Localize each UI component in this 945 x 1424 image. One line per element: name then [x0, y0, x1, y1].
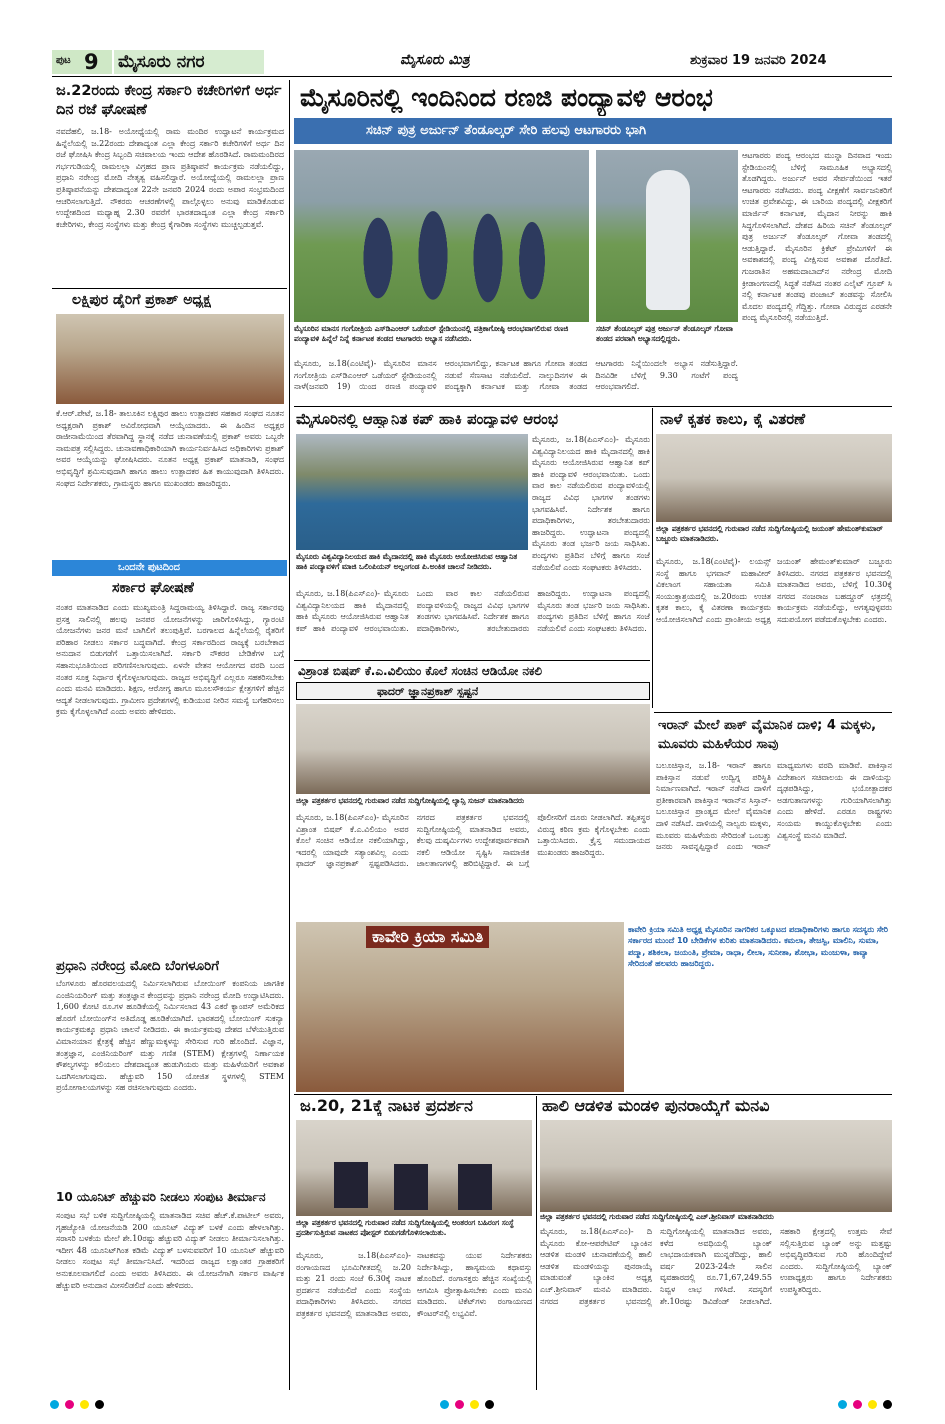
rule — [294, 406, 892, 407]
milk-headline: ಹಾಲಿ ಆಡಳಿತ ಮಂಡಳಿ ಪುನರಾಯ್ಕೆಗೆ ಮನವಿ — [542, 1096, 770, 1115]
dairy-body: ಕೆ.ಆರ್.ಪೇಟೆ, ಜ.18- ತಾಲೂಕಿನ ಲಕ್ಷ್ಮಿಪುರ ಹಾಲು ಉತ್ಪಾದಕರ ಸಹಕಾರ ಸಂಘದ ನೂತನ ಅಧ್ಯಕ್ಷರಾಗಿ ಪ್ರಕಾಶ್ ಅವಿರೋಧವಾಗಿ ಆಯ್ಕೆಯಾದರು. ಈ ಹಿಂದಿನ ಅಧ್ಯಕ್ಷರ ರಾಜೀನಾಮೆಯಿಂದ ತೆರವಾಗಿದ್ದ ಸ್ಥಾನಕ್ಕೆ ನಡೆದ ಚುನಾವಣೆಯಲ್ಲಿ ಪ್ರಕಾಶ್ ಅವರು ಒಬ್ಬರೇ ನಾಮಪತ್ರ ಸಲ್ಲಿಸಿದ್ದರು. ಚುನಾವಣಾಧಿಕಾರಿಯಾಗಿ ಕಾರ್ಯನಿರ್ವಹಿಸಿದ ಅಧಿಕಾರಿಗಳು ಪ್ರಕಾಶ್ ಅವರ ಆಯ್ಕೆಯನ್ನು ಘೋಷಿಸಿದರು. ನೂತನ ಅಧ್ಯಕ್ಷ ಪ್ರಕಾಶ್ ಮಾತನಾಡಿ, ಸಂಘದ ಅಭಿವೃದ್ಧಿಗೆ ಶ್ರಮಿಸುವುದಾಗಿ ಹಾಗೂ ಹಾಲು ಉತ್ಪಾದಕರ ಹಿತ ಕಾಯುವುದಾಗಿ ತಿಳಿಸಿದರು. ಸಂಘದ ನಿರ್ದೇಶಕರು, ಗ್ರಾಮಸ್ಥರು ಹಾಗೂ ಮುಖಂಡರು ಹಾಜರಿದ್ದರು. — [56, 409, 284, 488]
milk-caption: ಜಿಲ್ಲಾ ಪತ್ರಕರ್ತರ ಭವನದಲ್ಲಿ ಗುರುವಾರ ನಡೆದ ಸುದ್ದಿಗೋಷ್ಠಿಯಲ್ಲಿ ಎಚ್.ಶ್ರೀನಿವಾಸ್ ಮಾತನಾಡಿದರು — [540, 1212, 774, 1221]
issue-date: ಶುಕ್ರವಾರ 19 ಜನವರಿ 2024 — [690, 53, 827, 68]
rule — [294, 1094, 892, 1095]
milk-photo — [540, 1120, 892, 1212]
kaveri-photo — [296, 922, 624, 1092]
audio-subhead-band — [296, 682, 650, 700]
iran-headline: ಇರಾನ್ ಮೇಲೆ ಪಾಕ್ ವೈಮಾನಿಕ ದಾಳಿ; 4 ಮಕ್ಕಳು, ಮೂವರು ಮಹಿಳೆಯರ ಸಾವು — [658, 718, 877, 752]
lead-headline: ಮೈಸೂರಿನಲ್ಲಿ ಇಂದಿನಿಂದ ರಣಜಿ ಪಂದ್ಯಾವಳಿ ಆರಂಭ — [300, 83, 713, 112]
continued-label: ಒಂದನೇ ಪುಟದಿಂದ — [118, 562, 180, 573]
kaveri-banner: ಕಾವೇರಿ ಕ್ರಿಯಾ ಸಮಿತಿ — [366, 926, 489, 948]
audio-headline: ವಿಶ್ರಾಂತ ಬಿಷಪ್ ಕೆ.ಎ.ವಿಲಿಯಂ ಕೊಲೆ ಸಂಚಿನ ಆಡಿಯೋ ನಕಲಿ — [298, 664, 543, 678]
drama-headline: ಜ.20, 21ಕ್ಕೆ ನಾಟಕ ಪ್ರದರ್ಶನ — [300, 1096, 473, 1115]
units-body: ಸಂಪುಟ ಸಭೆ ಬಳಿಕ ಸುದ್ದಿಗೋಷ್ಠಿಯಲ್ಲಿ ಮಾತನಾಡಿದ ಸಚಿವ ಹೆಚ್.ಕೆ.ಪಾಟೀಲ್ ಅವರು, ಗೃಹಜ್ಯೋತಿ ಯೋಜನೆಯಡಿ 200 ಯೂನಿಟ್ ವಿದ್ಯುತ್ ಬಳಕೆ ಎಂದು ಹೇಳಲಾಗಿತ್ತು. ಸರಾಸರಿ ಬಳಕೆಯ ಮೇಲೆ ಶೇ.10ರಷ್ಟು ಹೆಚ್ಚುವರಿ ವಿದ್ಯುತ್ ನೀಡಲು ತೀರ್ಮಾನಿಸಲಾಗಿತ್ತು. ಇದೀಗ 48 ಯೂನಿಟ್‌ಗಿಂತ ಕಡಿಮೆ ವಿದ್ಯುತ್ ಬಳಸುವವರಿಗೆ 10 ಯೂನಿಟ್ ಹೆಚ್ಚುವರಿ ನೀಡಲು ಸಂಪುಟ ಸಭೆ ತೀರ್ಮಾನಿಸಿದೆ. ಇದರಿಂದ ರಾಜ್ಯದ ಲಕ್ಷಾಂತರ ಗ್ರಾಹಕರಿಗೆ ಅನುಕೂಲವಾಗಲಿದೆ ಎಂದು ಅವರು ತಿಳಿಸಿದರು. ಈ ಯೋಜನೆಗಾಗಿ ಸರ್ಕಾರ ವಾರ್ಷಿಕ ಹೆಚ್ಚುವರಿ ಅನುದಾನ ಮೀಸಲಿಡಲಿದೆ ಎಂದು ಹೇಳಿದರು. — [56, 1211, 284, 1290]
milk-body: ಮೈಸೂರು, ಜ.18(ಪಿಎಸ್‌ಎಂ)- ದಿ ಮೈಸೂರು ಕೋ-ಆಪರೇಟಿವ್ ಬ್ಯಾಂಕಿನ ಆಡಳಿತ ಮಂಡಳಿ ಚುನಾವಣೆಯಲ್ಲಿ ಹಾಲಿ ಆಡಳಿತ ಮಂಡಳಿಯನ್ನು ಪುನರಾಯ್ಕೆ ಮಾಡುವಂತೆ ಬ್ಯಾಂಕಿನ ಅಧ್ಯಕ್ಷ ಎಚ್.ಶ್ರೀನಿವಾಸ್ ಮನವಿ ಮಾಡಿದರು. ನಗರದ ಪತ್ರಕರ್ತರ ಭವನದಲ್ಲಿ ಸುದ್ದಿಗೋಷ್ಠಿಯಲ್ಲಿ ಮಾತನಾಡಿದ ಅವರು, ಕಳೆದ ಅವಧಿಯಲ್ಲಿ ಬ್ಯಾಂಕ್ ಲಾಭದಾಯಕವಾಗಿ ಮುನ್ನಡೆದಿದ್ದು, ಹಾಲಿ ವರ್ಷ 2023-24ನೇ ಸಾಲಿನ ವ್ಯವಹಾರದಲ್ಲಿ ರೂ.71,67,249.55 ನಿವ್ವಳ ಲಾಭ ಗಳಿಸಿದೆ. ಸದಸ್ಯರಿಗೆ ಶೇ.10ರಷ್ಟು ಡಿವಿಡೆಂಡ್ ನೀಡಲಾಗಿದೆ. ಸಹಕಾರಿ ಕ್ಷೇತ್ರದಲ್ಲಿ ಉತ್ತಮ ಸೇವೆ ಸಲ್ಲಿಸುತ್ತಿರುವ ಬ್ಯಾಂಕ್ ಅನ್ನು ಮತ್ತಷ್ಟು ಅಭಿವೃದ್ಧಿಪಡಿಸುವ ಗುರಿ ಹೊಂದಿದ್ದೇವೆ ಎಂದರು. ಸುದ್ದಿಗೋಷ್ಠಿಯಲ್ಲಿ ಬ್ಯಾಂಕ್ ಉಪಾಧ್ಯಕ್ಷರು ಹಾಗೂ ನಿರ್ದೇಶಕರು ಉಪಸ್ಥಿತರಿದ್ದರು. — [540, 1227, 892, 1306]
page-number: 9 — [84, 50, 99, 74]
hockey-body-side: ಮೈಸೂರು, ಜ.18(ಪಿಎಸ್‌ಎಂ)- ಮೈಸೂರು ವಿಶ್ವವಿದ್ಯಾನಿಲಯದ ಹಾಕಿ ಮೈದಾನದಲ್ಲಿ ಹಾಕಿ ಮೈಸೂರು ಆಯೋಜಿಸಿರುವ ಆಹ್ವಾನಿತ ಕಪ್ ಹಾಕಿ ಪಂದ್ಯಾವಳಿ ಆರಂಭವಾಯಿತು. ಒಂದು ವಾರ ಕಾಲ ನಡೆಯಲಿರುವ ಪಂದ್ಯಾವಳಿಯಲ್ಲಿ ರಾಜ್ಯದ ವಿವಿಧ ಭಾಗಗಳ ತಂಡಗಳು ಭಾಗವಹಿಸಿವೆ. ನಿರ್ದೇಶಕ ಹಾಗೂ ಪದಾಧಿಕಾರಿಗಳು, ತರಬೇತುದಾರರು ಹಾಜರಿದ್ದರು. ಉದ್ಘಾಟನಾ ಪಂದ್ಯದಲ್ಲಿ ಮೈಸೂರು ತಂಡ ಭರ್ಜರಿ ಜಯ ಸಾಧಿಸಿತು. ಪಂದ್ಯಗಳು ಪ್ರತಿದಿನ ಬೆಳಿಗ್ಗೆ ಹಾಗೂ ಸಂಜೆ ನಡೆಯಲಿವೆ ಎಂದು ಸಂಘಟಕರು ತಿಳಿಸಿದರು. — [532, 435, 650, 572]
hockey-headline: ಮೈಸೂರಿನಲ್ಲಿ ಆಹ್ವಾನಿತ ಕಪ್ ಹಾಕಿ ಪಂದ್ಯಾವಳಿ ಆರಂಭ — [296, 410, 559, 428]
modi-body: ಬೆಂಗಳೂರು ಹೊರವಲಯದಲ್ಲಿ ನಿರ್ಮಿಸಲಾಗಿರುವ ಬೋಯಿಂಗ್ ಕಂಪನಿಯ ಜಾಗತಿಕ ಎಂಜಿನಿಯರಿಂಗ್ ಮತ್ತು ತಂತ್ರಜ್ಞಾನ ಕೇಂದ್ರವನ್ನು ಪ್ರಧಾನಿ ನರೇಂದ್ರ ಮೋದಿ ಉದ್ಘಾಟಿಸಿದರು. 1,600 ಕೋಟಿ ರೂ.ಗಳ ಹೂಡಿಕೆಯಲ್ಲಿ ನಿರ್ಮಿಸಲಾದ 43 ಎಕರೆ ಕ್ಯಾಂಪಸ್ ಅಮೆರಿಕದ ಹೊರಗೆ ಬೋಯಿಂಗ್‌ನ ಅತಿದೊಡ್ಡ ಹೂಡಿಕೆಯಾಗಿದೆ. ಭಾರತದಲ್ಲಿ ಬೋಯಿಂಗ್ ಸುಕನ್ಯಾ ಕಾರ್ಯಕ್ರಮಕ್ಕೂ ಪ್ರಧಾನಿ ಚಾಲನೆ ನೀಡಿದರು. ಈ ಕಾರ್ಯಕ್ರಮವು ದೇಶದ ಬೆಳೆಯುತ್ತಿರುವ ವಿಮಾನಯಾನ ಕ್ಷೇತ್ರಕ್ಕೆ ಹೆಚ್ಚಿನ ಹೆಣ್ಣುಮಕ್ಕಳನ್ನು ಸೇರಿಸುವ ಗುರಿ ಹೊಂದಿದೆ. ವಿಜ್ಞಾನ, ತಂತ್ರಜ್ಞಾನ, ಎಂಜಿನಿಯರಿಂಗ್ ಮತ್ತು ಗಣಿತ (STEM) ಕ್ಷೇತ್ರಗಳಲ್ಲಿ ನಿರ್ಣಾಯಕ ಕೌಶಲ್ಯಗಳನ್ನು ಕಲಿಯಲು ದೇಶದಾದ್ಯಂತ ಹುಡುಗಿಯರು ಮತ್ತು ಮಹಿಳೆಯರಿಗೆ ಅವಕಾಶ ಒದಗಿಸಲಾಗುವುದು. ಹೆಚ್ಚುವರಿ 150 ಯೋಜಿತ ಸ್ಥಳಗಳಲ್ಲಿ STEM ಪ್ರಯೋಗಾಲಯಗಳನ್ನು ಸಹ ರಚಿಸಲಾಗುವುದು ಎಂದರು. — [56, 979, 284, 1093]
players-group — [334, 180, 554, 310]
page-number-box — [52, 50, 112, 74]
iran-body: ಬಲೂಚಿಸ್ತಾನ, ಜ.18- ಇರಾನ್ ಹಾಗೂ ಪಾಕಿಸ್ತಾನ ನಡುವೆ ಉದ್ವಿಗ್ನ ಪರಿಸ್ಥಿತಿ ನಿರ್ಮಾಣವಾಗಿದೆ. ಇರಾನ್ ನಡೆಸಿದ ದಾಳಿಗೆ ಪ್ರತೀಕಾರವಾಗಿ ಪಾಕಿಸ್ತಾನ ಇರಾನ್‌ನ ಸಿಸ್ತಾನ್-ಬಲೂಚಿಸ್ತಾನ ಪ್ರಾಂತ್ಯದ ಮೇಲೆ ವೈಮಾನಿಕ ದಾಳಿ ನಡೆಸಿದೆ. ದಾಳಿಯಲ್ಲಿ ನಾಲ್ವರು ಮಕ್ಕಳು, ಮೂವರು ಮಹಿಳೆಯರು ಸೇರಿದಂತೆ ಒಂಬತ್ತು ಜನರು ಸಾವನ್ನಪ್ಪಿದ್ದಾರೆ ಎಂದು ಇರಾನ್ ಮಾಧ್ಯಮಗಳು ವರದಿ ಮಾಡಿವೆ. ಪಾಕಿಸ್ತಾನ ವಿದೇಶಾಂಗ ಸಚಿವಾಲಯ ಈ ದಾಳಿಯನ್ನು ದೃಢಪಡಿಸಿದ್ದು, ಭಯೋತ್ಪಾದಕರ ಅಡಗುತಾಣಗಳನ್ನು ಗುರಿಯಾಗಿಸಲಾಗಿತ್ತು ಎಂದು ಹೇಳಿದೆ. ಎರಡೂ ರಾಷ್ಟ್ರಗಳು ಸಂಯಮ ಕಾಯ್ದುಕೊಳ್ಳಬೇಕು ಎಂದು ವಿಶ್ವಸಂಸ್ಥೆ ಮನವಿ ಮಾಡಿದೆ. — [656, 761, 892, 852]
lead-photo-arjun — [596, 150, 738, 322]
drama-body: ಮೈಸೂರು, ಜ.18(ಪಿಎಸ್‌ಎಂ)- ರಂಗಾಯಣದ ಭೂಮಿಗೀತದಲ್ಲಿ ಜ.20 ಮತ್ತು 21 ರಂದು ಸಂಜೆ 6.30ಕ್ಕೆ ನಾಟಕ ಪ್ರದರ್ಶನ ನಡೆಯಲಿದೆ ಎಂದು ಸಂಸ್ಥೆಯ ಪದಾಧಿಕಾರಿಗಳು ತಿಳಿಸಿದರು. ನಗರದ ಪತ್ರಕರ್ತರ ಭವನದಲ್ಲಿ ಮಾತನಾಡಿದ ಅವರು, ನಾಟಕವನ್ನು ಯುವ ನಿರ್ದೇಶಕರು ನಿರ್ದೇಶಿಸಿದ್ದು, ಹಾಸ್ಯಮಯ ಕಥಾವಸ್ತು ಹೊಂದಿದೆ. ರಂಗಾಸಕ್ತರು ಹೆಚ್ಚಿನ ಸಂಖ್ಯೆಯಲ್ಲಿ ಆಗಮಿಸಿ ಪ್ರೋತ್ಸಾಹಿಸಬೇಕು ಎಂದು ಮನವಿ ಮಾಡಿದರು. ಟಿಕೆಟ್‌ಗಳು ರಂಗಾಯಣದ ಕೌಂಟರ್‌ನಲ್ಲಿ ಲಭ್ಯವಿವೆ. — [296, 1251, 532, 1318]
column-divider — [652, 408, 653, 708]
column-divider — [536, 1096, 537, 1390]
drama-photo — [296, 1120, 532, 1216]
arjun-figure — [646, 170, 690, 310]
continued-band — [52, 560, 287, 576]
poster — [394, 1164, 428, 1210]
announce-headline: ಸರ್ಕಾರ ಘೋಷಣೆ — [112, 580, 194, 596]
masthead — [0, 0, 945, 76]
limbs-photo — [656, 434, 892, 522]
color-registration-marks-right — [838, 1400, 892, 1409]
audio-photo — [296, 704, 650, 794]
leftop-body: ನವದೆಹಲಿ, ಜ.18- ಅಯೋಧ್ಯೆಯಲ್ಲಿ ರಾಮ ಮಂದಿರ ಉದ್ಘಾಟನೆ ಕಾರ್ಯಕ್ರಮದ ಹಿನ್ನೆಲೆಯಲ್ಲಿ ಜ.22ರಂದು ದೇಶಾದ್ಯಂತ ಎಲ್ಲಾ ಕೇಂದ್ರ ಸರ್ಕಾರಿ ಕಚೇರಿಗಳಿಗೆ ಅರ್ಧ ದಿನ ರಜೆ ಘೋಷಿಸಿ ಕೇಂದ್ರ ಸಿಬ್ಬಂದಿ ಸಚಿವಾಲಯ ಇಂದು ಆದೇಶ ಹೊರಡಿಸಿದೆ. ರಾಮಮಂದಿರದ ಗರ್ಭಗುಡಿಯಲ್ಲಿ ರಾಮಲಲ್ಲಾ ವಿಗ್ರಹದ ಪ್ರಾಣ ಪ್ರತಿಷ್ಠಾಪನೆ ಕಾರ್ಯಕ್ರಮ ನಡೆಯಲಿದ್ದು, ಪ್ರಧಾನಿ ನರೇಂದ್ರ ಮೋದಿ ನೇತೃತ್ವ ವಹಿಸಲಿದ್ದಾರೆ. ಅಯೋಧ್ಯೆಯಲ್ಲಿ ರಾಮಲಲ್ಲಾ ಪ್ರಾಣ ಪ್ರತಿಷ್ಠಾಪನೆಯನ್ನು ದೇಶದಾದ್ಯಂತ 22ನೇ ಜನವರಿ 2024 ರಂದು ಅಪಾರ ಸಂಭ್ರಮದಿಂದ ಆಚರಿಸಲಾಗುತ್ತಿದೆ. ನೌಕರರು ಆಚರಣೆಗಳಲ್ಲಿ ಪಾಲ್ಗೊಳ್ಳಲು ಅನುವು ಮಾಡಿಕೊಡುವ ಉದ್ದೇಶದಿಂದ ಮಧ್ಯಾಹ್ನ 2.30 ರವರೆಗೆ ಭಾರತದಾದ್ಯಂತ ಎಲ್ಲಾ ಕೇಂದ್ರ ಸರ್ಕಾರಿ ಕಚೇರಿಗಳು, ಕೇಂದ್ರ ಸಂಸ್ಥೆಗಳು ಮತ್ತು ಕೇಂದ್ರ ಕೈಗಾರಿಕಾ ಸಂಸ್ಥೆಗಳು ಮುಚ್ಚಲ್ಪಡುತ್ತವೆ. — [56, 127, 284, 229]
column-divider — [289, 80, 290, 1390]
color-registration-marks-center — [440, 1400, 494, 1409]
limbs-caption: ಜಿಲ್ಲಾ ಪತ್ರಕರ್ತರ ಭವನದಲ್ಲಿ ಗುರುವಾರ ನಡೆದ ಸುದ್ದಿಗೋಷ್ಠಿಯಲ್ಲಿ ಜಯಂತ್ ಹೇಮಂತ್‌ಕುಮಾರ್ ಬಜ್ಜೂರು ಮಾತನಾಡಿದರು. — [656, 524, 883, 543]
lead-photo-main — [294, 150, 589, 322]
rule — [52, 288, 287, 289]
masthead-rule — [52, 76, 892, 77]
poster — [334, 1162, 368, 1208]
dairy-headline: ಲಕ್ಷ್ಮಿಪುರ ಡೈರಿಗೆ ಪ್ರಕಾಶ್ ಅಧ್ಯಕ್ಷ — [72, 292, 211, 308]
audio-body: ಮೈಸೂರು, ಜ.18(ಪಿಎಸ್‌ಎಂ)- ಮೈಸೂರಿನ ವಿಶ್ರಾಂತ ಬಿಷಪ್ ಕೆ.ಎ.ವಿಲಿಯಂ ಅವರ ಕೊಲೆ ಸಂಚಿನ ಆಡಿಯೋ ನಕಲಿಯಾಗಿದ್ದು, ಇದರಲ್ಲಿ ಯಾವುದೇ ಸತ್ಯಾಂಶವಿಲ್ಲ ಎಂದು ಫಾದರ್ ಜ್ಞಾನಪ್ರಕಾಶ್ ಸ್ಪಷ್ಟಪಡಿಸಿದರು. ನಗರದ ಪತ್ರಕರ್ತರ ಭವನದಲ್ಲಿ ಸುದ್ದಿಗೋಷ್ಠಿಯಲ್ಲಿ ಮಾತನಾಡಿದ ಅವರು, ಕೆಲವು ದುಷ್ಕರ್ಮಿಗಳು ಉದ್ದೇಶಪೂರ್ವಕವಾಗಿ ನಕಲಿ ಆಡಿಯೋ ಸೃಷ್ಟಿಸಿ ಸಾಮಾಜಿಕ ಜಾಲತಾಣಗಳಲ್ಲಿ ಹರಿಬಿಟ್ಟಿದ್ದಾರೆ. ಈ ಬಗ್ಗೆ ಪೊಲೀಸರಿಗೆ ದೂರು ನೀಡಲಾಗಿದೆ. ತಪ್ಪಿತಸ್ಥರ ವಿರುದ್ಧ ಕಠಿಣ ಕ್ರಮ ಕೈಗೊಳ್ಳಬೇಕು ಎಂದು ಒತ್ತಾಯಿಸಿದರು. ಕ್ರೈಸ್ತ ಸಮುದಾಯದ ಮುಖಂಡರು ಹಾಜರಿದ್ದರು. — [296, 813, 650, 869]
modi-headline: ಪ್ರಧಾನಿ ನರೇಂದ್ರ ಮೋದಿ ಬೆಂಗಳೂರಿಗೆ — [56, 958, 220, 974]
lead-caption-2: ಸಚಿನ್ ತೆಂಡೂಲ್ಕರ್ ಪುತ್ರ ಅರ್ಜುನ್ ತೆಂಡೂಲ್ಕರ್ ಗೋವಾ ತಂಡದ ಪರವಾಗಿ ಅಭ್ಯಾಸದಲ್ಲಿದ್ದರು. — [596, 324, 733, 343]
color-registration-marks-left — [50, 1400, 104, 1409]
rule — [654, 712, 892, 713]
hockey-body: ಮೈಸೂರು, ಜ.18(ಪಿಎಸ್‌ಎಂ)- ಮೈಸೂರು ವಿಶ್ವವಿದ್ಯಾನಿಲಯದ ಹಾಕಿ ಮೈದಾನದಲ್ಲಿ ಹಾಕಿ ಮೈಸೂರು ಆಯೋಜಿಸಿರುವ ಆಹ್ವಾನಿತ ಕಪ್ ಹಾಕಿ ಪಂದ್ಯಾವಳಿ ಆರಂಭವಾಯಿತು. ಒಂದು ವಾರ ಕಾಲ ನಡೆಯಲಿರುವ ಪಂದ್ಯಾವಳಿಯಲ್ಲಿ ರಾಜ್ಯದ ವಿವಿಧ ಭಾಗಗಳ ತಂಡಗಳು ಭಾಗವಹಿಸಿವೆ. ನಿರ್ದೇಶಕ ಹಾಗೂ ಪದಾಧಿಕಾರಿಗಳು, ತರಬೇತುದಾರರು ಹಾಜರಿದ್ದರು. ಉದ್ಘಾಟನಾ ಪಂದ್ಯದಲ್ಲಿ ಮೈಸೂರು ತಂಡ ಭರ್ಜರಿ ಜಯ ಸಾಧಿಸಿತು. ಪಂದ್ಯಗಳು ಪ್ರತಿದಿನ ಬೆಳಿಗ್ಗೆ ಹಾಗೂ ಸಂಜೆ ನಡೆಯಲಿವೆ ಎಂದು ಸಂಘಟಕರು ತಿಳಿಸಿದರು. — [296, 589, 650, 633]
section-title: ಮೈಸೂರು ನಗರ — [114, 50, 264, 74]
lead-body-left: ಮೈಸೂರು, ಜ.18(ಎಂಟಿವೈ)- ಮೈಸೂರಿನ ಮಾನಸ ಗಂಗೋತ್ರಿಯ ಎಸ್‌ಡಿಎಂಆರ್ ಒಡೆಯರ್ ಸ್ಟೇಡಿಯಂನಲ್ಲಿ ನಾಳೆ(ಜನವರಿ 19) ಯಿಂದ ರಣಜಿ ಪಂದ್ಯಾವಳಿ ಆರಂಭವಾಗಲಿದ್ದು, ಕರ್ನಾಟಕ ಹಾಗೂ ಗೋವಾ ತಂಡದ ನಡುವೆ ಸೆಣಸಾಟ ನಡೆಯಲಿದೆ. ನಾಲ್ಕುದಿನಗಳ ಈ ಪಂದ್ಯಕ್ಕಾಗಿ ಕರ್ನಾಟಕ ಮತ್ತು ಗೋವಾ ತಂಡದ ಆಟಗಾರರು ನಿನ್ನೆಯಿಂದಲೇ ಅಭ್ಯಾಸ ನಡೆಸುತ್ತಿದ್ದಾರೆ. ದಿನವಿಡೀ ಬೆಳಿಗ್ಗೆ 9.30 ಗಂಟೆಗೆ ಪಂದ್ಯ ಆರಂಭವಾಗಲಿದೆ. — [294, 359, 738, 392]
rule — [294, 660, 650, 661]
lead-body-right: ಆಟಗಾರರು ಪಂದ್ಯ ಆರಂಭದ ಮುನ್ನಾ ದಿನವಾದ ಇಂದು ಸ್ಟೇಡಿಯಂನಲ್ಲಿ ಬೆಳಿಗ್ಗೆ ಸಾಮೂಹಿಕ ಅಭ್ಯಾಸದಲ್ಲಿ ತೊಡಗಿದ್ದರು. ಅರ್ಜುನ್ ಅವರ ಸೇರ್ಪಡೆಯಿಂದ ಇತರೆ ಆಟಗಾರರು ನಡೆಸಿದರು. ಪಂದ್ಯ ವೀಕ್ಷಣೆಗೆ ಸಾರ್ವಜನಿಕರಿಗೆ ಉಚಿತ ಪ್ರವೇಶವಿದ್ದು, ಈ ಬಾರಿಯ ಪಂದ್ಯದಲ್ಲಿ ವೀಕ್ಷಕರಿಗೆ ಮಾರ್ಜಿನ್ ಕರ್ನಾಟಕ, ಮೈದಾನ ನೀರನ್ನು ಹಾಕಿ ಸಿದ್ಧಗೊಳಿಸಲಾಗಿದೆ. ದೇಶದ ಹಿರಿಯ ಸಚಿನ್ ತೆಂಡೂಲ್ಕರ್ ಪುತ್ರ ಅರ್ಜುನ್ ತೆಂಡೂಲ್ಕರ್ ಗೋವಾ ತಂಡದಲ್ಲಿ ಆಡುತ್ತಿದ್ದಾರೆ. ಮೈಸೂರಿನ ಕ್ರಿಕೆಟ್ ಪ್ರೇಮಿಗಳಿಗೆ ಈ ಅವಕಾಶದಲ್ಲಿ ಪಂದ್ಯ ವೀಕ್ಷಿಸುವ ಅವಕಾಶ ದೊರೆತಿದೆ. ಗುಜರಾತಿನ ಅಹಮದಾಬಾದ್‌ನ ನರೇಂದ್ರ ಮೋದಿ ಕ್ರೀಡಾಂಗಣದಲ್ಲಿ ಸಿದ್ಧತೆ ನಡೆಸಿದ ನಂತರ ಎಲೈಟ್ ಗ್ರೂಪ್ ಸಿ ನಲ್ಲಿ ಕರ್ನಾಟಕ ತಂಡವು ಪಂಜಾಬ್ ತಂಡವನ್ನು ಸೋಲಿಸಿ ಮೊದಲ ಪಂದ್ಯದಲ್ಲಿ ಗೆದ್ದಿತ್ತು. ಗೋವಾ ವಿರುದ್ಧದ ಎರಡನೇ ಪಂದ್ಯ ಮೈಸೂರಿನಲ್ಲಿ ನಡೆಯುತ್ತಿದೆ. — [742, 151, 892, 323]
left-column — [52, 80, 287, 1390]
hockey-caption: ಮೈಸೂರು ವಿಶ್ವವಿದ್ಯಾನಿಲಯದ ಹಾಕಿ ಮೈದಾನದಲ್ಲಿ ಹಾಕಿ ಮೈಸೂರು ಆಯೋಜಿಸಿರುವ ಆಹ್ವಾನಿತ ಹಾಕಿ ಪಂದ್ಯಾವಳಿಗೆ ಮಾಜಿ ಒಲಿಂಪಿಯನ್ ಅಲ್ಲಂಗಂಡ ಪಿ.ಅಂಕಿತ ಚಾಲನೆ ನೀಡಿದರು. — [296, 552, 518, 571]
announce-body: ನಂತರ ಮಾತನಾಡಿದ ಎಂದು ಮುಖ್ಯಮಂತ್ರಿ ಸಿದ್ದರಾಮಯ್ಯ ತಿಳಿಸಿದ್ದಾರೆ. ರಾಜ್ಯ ಸರ್ಕಾರವು ಪ್ರಸಕ್ತ ಸಾಲಿನಲ್ಲಿ ಹಲವು ಜನಪರ ಯೋಜನೆಗಳನ್ನು ಜಾರಿಗೊಳಿಸಿದ್ದು, ಗ್ಯಾರಂಟಿ ಯೋಜನೆಗಳು ಜನರ ಮನೆ ಬಾಗಿಲಿಗೆ ತಲುಪುತ್ತಿವೆ. ಬರಗಾಲದ ಹಿನ್ನೆಲೆಯಲ್ಲಿ ರೈತರಿಗೆ ಪರಿಹಾರ ನೀಡಲು ಸರ್ಕಾರ ಬದ್ಧವಾಗಿದೆ. ಕೇಂದ್ರ ಸರ್ಕಾರದಿಂದ ರಾಜ್ಯಕ್ಕೆ ಬರಬೇಕಾದ ಅನುದಾನ ಬಿಡುಗಡೆಗೆ ಒತ್ತಾಯಿಸಲಾಗಿದೆ. ಸರ್ಕಾರಿ ನೌಕರರ ಬೇಡಿಕೆಗಳ ಬಗ್ಗೆ ಸಹಾನುಭೂತಿಯಿಂದ ಪರಿಗಣಿಸಲಾಗುವುದು. ಏಳನೇ ವೇತನ ಆಯೋಗದ ವರದಿ ಬಂದ ನಂತರ ಸೂಕ್ತ ನಿರ್ಧಾರ ಕೈಗೊಳ್ಳಲಾಗುವುದು. ರಾಜ್ಯದ ಅಭಿವೃದ್ಧಿಗೆ ಎಲ್ಲರೂ ಸಹಕರಿಸಬೇಕು ಎಂದು ಮನವಿ ಮಾಡಿದರು. ಶಿಕ್ಷಣ, ಆರೋಗ್ಯ ಹಾಗೂ ಮೂಲಸೌಕರ್ಯ ಕ್ಷೇತ್ರಗಳಿಗೆ ಹೆಚ್ಚಿನ ಆದ್ಯತೆ ನೀಡಲಾಗುವುದು. ಗ್ರಾಮೀಣ ಪ್ರದೇಶಗಳಲ್ಲಿ ಕುಡಿಯುವ ನೀರಿನ ಸಮಸ್ಯೆ ಬಗೆಹರಿಸಲು ಕ್ರಮ ಕೈಗೊಳ್ಳಲಾಗಿದೆ ಎಂದು ಅವರು ಹೇಳಿದರು. — [56, 603, 284, 717]
units-headline: 10 ಯೂನಿಟ್ ಹೆಚ್ಚುವರಿ ನೀಡಲು ಸಂಪುಟ ತೀರ್ಮಾನ — [56, 1190, 266, 1204]
page-label: ಪುಟ — [56, 55, 71, 66]
audio-subhead: ಫಾದರ್ ಜ್ಞಾನಪ್ರಕಾಶ್ ಸ್ಪಷ್ಟನೆ — [377, 685, 479, 698]
drama-caption: ಜಿಲ್ಲಾ ಪತ್ರಕರ್ತರ ಭವನದಲ್ಲಿ ಗುರುವಾರ ನಡೆದ ಸುದ್ದಿಗೋಷ್ಠಿಯಲ್ಲಿ ಅಂತರಂಗ ಬಹಿರಂಗ ಸಂಸ್ಥೆ ಪ್ರದರ್ಶಿಸುತ್ತಿರುವ ನಾಟಕದ ಪೋಸ್ಟರ್ ಬಿಡುಗಡೆಗೊಳಿಸಲಾಯಿತು. — [296, 1218, 514, 1237]
leftop-headline: ಜ.22ರಂದು ಕೇಂದ್ರ ಸರ್ಕಾರಿ ಕಚೇರಿಗಳಿಗೆ ಅರ್ಧ ದಿನ ರಜೆ ಘೋಷಣೆ — [56, 83, 282, 118]
lead-subhead: ಸಚಿನ್ ಪುತ್ರ ಅರ್ಜುನ್ ತೆಂಡೂಲ್ಕರ್ ಸೇರಿ ಹಲವು ಆಟಗಾರರು ಭಾಗಿ — [366, 123, 647, 138]
audio-caption: ಜಿಲ್ಲಾ ಪತ್ರಕರ್ತರ ಭವನದಲ್ಲಿ ಗುರುವಾರ ನಡೆದ ಸುದ್ದಿಗೋಷ್ಠಿಯಲ್ಲಿ ಲ್ಯಾನ್ಸಿ ಸುಜನ್ ಮಾತನಾಡಿದರು — [296, 796, 525, 805]
limbs-headline: ನಾಳೆ ಕೃತಕ ಕಾಲು, ಕೈ ವಿತರಣೆ — [660, 410, 806, 428]
kaveri-caption: ಕಾವೇರಿ ಕ್ರಿಯಾ ಸಮಿತಿ ಅಧ್ಯಕ್ಷ ಮೈಸೂರಿನ ನಾಗರಿಕರ ಒಕ್ಕೂಟದ ಪದಾಧಿಕಾರಿಗಳು ಹಾಗೂ ಸದಸ್ಯರು ಸೇರಿ ಸರ್ಕಾರದ ಮುಂದೆ 10 ಬೇಡಿಕೆಗಳ ಕುರಿತು ಮಾತನಾಡಿದರು. ಕಮಲಾ, ತೇಜಸ್ವಿ, ಮಾಲಿನಿ, ಸುಮಾ, ಪದ್ಮಾ, ಶಶಿಕಲಾ, ಜಯಂತಿ, ಪ್ರೇಮಾ, ರಾಧಾ, ಲೀಲಾ, ಸುನೀತಾ, ಶೋಭಾ, ಮಂಜುಳಾ, ಕಾವ್ಯಾ ಸೇರಿದಂತೆ ಹಲವರು ಹಾಜರಿದ್ದರು. — [628, 925, 889, 969]
paper-name: ಮೈಸೂರು ಮಿತ್ರ — [400, 52, 470, 68]
lead-caption-1: ಮೈಸೂರಿನ ಮಾನಸ ಗಂಗೋತ್ರಿಯ ಎಸ್‌ಡಿಎಂಆರ್ ಒಡೆಯರ್ ಸ್ಟೇಡಿಯಂನಲ್ಲಿ ಪತ್ರಿಕಾಗೋಷ್ಠಿ ಆರಂಭವಾಗಲಿರುವ ರಣಜಿ ಪಂದ್ಯಾವಳಿ ಹಿನ್ನೆಲೆ ನಿನ್ನೆ ಕರ್ನಾಟಕ ತಂಡದ ಆಟಗಾರರು ಅಭ್ಯಾಸ ನಡೆಸಿದರು. — [294, 324, 569, 343]
hockey-photo — [296, 434, 528, 550]
limbs-body: ಮೈಸೂರು, ಜ.18(ಎಂಟಿವೈ)- ಲಯನ್ಸ್ ಸಂಸ್ಥೆ ಹಾಗೂ ಭಗವಾನ್ ಮಹಾವೀರ್ ವಿಕಲಾಂಗ ಸಹಾಯತಾ ಸಮಿತಿ ಸಂಯುಕ್ತಾಶ್ರಯದಲ್ಲಿ ಜ.20ರಂದು ಉಚಿತ ಕೃತಕ ಕಾಲು, ಕೈ ವಿತರಣಾ ಕಾರ್ಯಕ್ರಮ ಆಯೋಜಿಸಲಾಗಿದೆ ಎಂದು ಪ್ರಾಂತೀಯ ಅಧ್ಯಕ್ಷ ಜಯಂತ್ ಹೇಮಂತ್‌ಕುಮಾರ್ ಬಜ್ಜೂರು ತಿಳಿಸಿದರು. ನಗರದ ಪತ್ರಕರ್ತರ ಭವನದಲ್ಲಿ ಮಾತನಾಡಿದ ಅವರು, ಬೆಳಿಗ್ಗೆ 10.30ಕ್ಕೆ ನಗರದ ನಂಜರಾಜ ಬಹದ್ದೂರ್ ಛತ್ರದಲ್ಲಿ ಕಾರ್ಯಕ್ರಮ ನಡೆಯಲಿದ್ದು, ಅಗತ್ಯವುಳ್ಳವರು ಸದುಪಯೋಗ ಪಡೆದುಕೊಳ್ಳಬೇಕು ಎಂದರು. — [656, 557, 892, 624]
lead-subhead-band — [294, 118, 892, 144]
dairy-photo — [56, 314, 284, 404]
poster — [458, 1164, 492, 1210]
